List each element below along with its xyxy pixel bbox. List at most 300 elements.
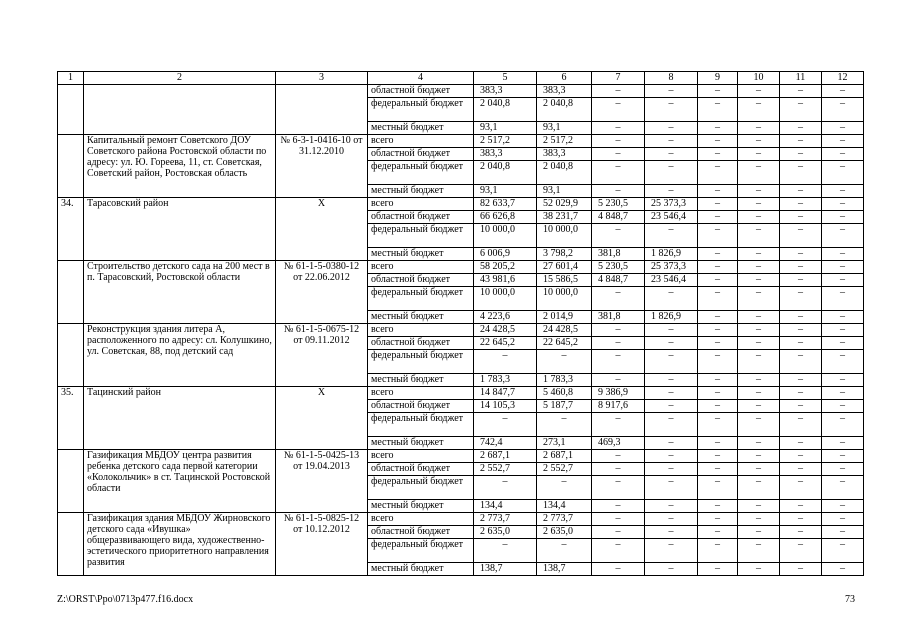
amount-cell: – <box>592 350 645 374</box>
amount-cell: – <box>592 526 645 539</box>
amount-cell: – <box>822 211 864 224</box>
amount-cell: – <box>822 261 864 274</box>
amount-cell: 5 230,5 <box>592 261 645 274</box>
amount-cell: 2 687,1 <box>474 450 537 463</box>
amount-cell: – <box>780 274 822 287</box>
amount-cell: – <box>698 274 738 287</box>
header-cell: 10 <box>738 72 780 85</box>
permit-number: № 61-1-5-0825-12 от 10.12.2012 <box>276 513 368 576</box>
funding-source: областной бюджет <box>368 463 474 476</box>
amount-cell: 2 040,8 <box>537 98 592 122</box>
header-cell: 4 <box>368 72 474 85</box>
amount-cell: – <box>645 324 698 337</box>
amount-cell: 469,3 <box>592 437 645 450</box>
amount-cell: 24 428,5 <box>474 324 537 337</box>
amount-cell: – <box>822 437 864 450</box>
amount-cell: – <box>822 476 864 500</box>
object-name: Тарасовский район <box>84 198 276 261</box>
amount-cell: 5 230,5 <box>592 198 645 211</box>
amount-cell: 24 428,5 <box>537 324 592 337</box>
amount-cell: – <box>822 387 864 400</box>
amount-cell: – <box>780 161 822 185</box>
amount-cell: 138,7 <box>474 563 537 576</box>
amount-cell: – <box>780 211 822 224</box>
amount-cell: – <box>645 337 698 350</box>
row-number <box>58 261 84 324</box>
amount-cell: – <box>698 261 738 274</box>
amount-cell: – <box>780 198 822 211</box>
funding-source: федеральный бюджет <box>368 224 474 248</box>
amount-cell: – <box>780 122 822 135</box>
amount-cell: 22 645,2 <box>474 337 537 350</box>
amount-cell: 2 773,7 <box>474 513 537 526</box>
amount-cell: – <box>592 513 645 526</box>
amount-cell: – <box>738 350 780 374</box>
header-cell: 1 <box>58 72 84 85</box>
amount-cell: – <box>474 476 537 500</box>
amount-cell: 93,1 <box>474 185 537 198</box>
funding-source: областной бюджет <box>368 148 474 161</box>
amount-cell: – <box>698 400 738 413</box>
header-cell: 12 <box>822 72 864 85</box>
row-number <box>58 513 84 576</box>
row-number <box>58 450 84 513</box>
header-cell: 8 <box>645 72 698 85</box>
amount-cell: 15 586,5 <box>537 274 592 287</box>
amount-cell: – <box>645 500 698 513</box>
amount-cell: – <box>645 135 698 148</box>
amount-cell: – <box>738 211 780 224</box>
amount-cell: 742,4 <box>474 437 537 450</box>
amount-cell: 10 000,0 <box>474 287 537 311</box>
object-name: Газификация МБДОУ центра развития ребенка детского сада первой категории «Колокольчик» в ст. Тацинской Ростовской области <box>84 450 276 513</box>
funding-source: местный бюджет <box>368 248 474 261</box>
amount-cell: 6 006,9 <box>474 248 537 261</box>
amount-cell: – <box>592 161 645 185</box>
amount-cell: – <box>698 198 738 211</box>
amount-cell: – <box>738 185 780 198</box>
funding-source: всего <box>368 387 474 400</box>
amount-cell: 25 373,3 <box>645 198 698 211</box>
object-name: Тацинский район <box>84 387 276 450</box>
amount-cell: – <box>645 148 698 161</box>
amount-cell: 93,1 <box>474 122 537 135</box>
amount-cell: – <box>822 500 864 513</box>
permit-number <box>276 85 368 135</box>
row-number <box>58 324 84 387</box>
funding-source: всего <box>368 135 474 148</box>
amount-cell: – <box>645 161 698 185</box>
amount-cell: – <box>592 539 645 563</box>
amount-cell: – <box>645 476 698 500</box>
amount-cell: 383,3 <box>474 85 537 98</box>
funding-source: областной бюджет <box>368 211 474 224</box>
amount-cell: – <box>738 476 780 500</box>
amount-cell: – <box>780 539 822 563</box>
amount-cell: – <box>698 500 738 513</box>
amount-cell: – <box>738 135 780 148</box>
amount-cell: – <box>645 463 698 476</box>
amount-cell: 2 635,0 <box>474 526 537 539</box>
amount-cell: – <box>698 413 738 437</box>
amount-cell: 381,8 <box>592 248 645 261</box>
funding-source: местный бюджет <box>368 374 474 387</box>
funding-source: всего <box>368 324 474 337</box>
amount-cell: 383,3 <box>474 148 537 161</box>
amount-cell: – <box>592 337 645 350</box>
funding-source: областной бюджет <box>368 337 474 350</box>
funding-source: федеральный бюджет <box>368 539 474 563</box>
amount-cell: 38 231,7 <box>537 211 592 224</box>
amount-cell: – <box>645 513 698 526</box>
amount-cell: 2 635,0 <box>537 526 592 539</box>
amount-cell: – <box>780 135 822 148</box>
amount-cell: – <box>780 248 822 261</box>
permit-number: № 61-1-5-0380-12 от 22.06.2012 <box>276 261 368 324</box>
amount-cell: – <box>738 563 780 576</box>
amount-cell: 1 783,3 <box>474 374 537 387</box>
amount-cell: – <box>780 185 822 198</box>
amount-cell: – <box>698 563 738 576</box>
amount-cell: – <box>698 350 738 374</box>
funding-source: местный бюджет <box>368 185 474 198</box>
amount-cell: – <box>645 350 698 374</box>
amount-cell: – <box>592 450 645 463</box>
amount-cell: – <box>822 98 864 122</box>
amount-cell: – <box>780 324 822 337</box>
amount-cell: – <box>592 476 645 500</box>
object-name: Строительство детского сада на 200 мест в п. Тарасовский, Ростовской области <box>84 261 276 324</box>
amount-cell: – <box>738 287 780 311</box>
funding-source: местный бюджет <box>368 563 474 576</box>
amount-cell: 2 040,8 <box>537 161 592 185</box>
amount-cell: – <box>780 224 822 248</box>
amount-cell: – <box>738 400 780 413</box>
amount-cell: – <box>738 500 780 513</box>
amount-cell: – <box>822 374 864 387</box>
amount-cell: – <box>537 350 592 374</box>
header-row <box>58 72 864 85</box>
amount-cell: – <box>698 387 738 400</box>
amount-cell: – <box>780 374 822 387</box>
amount-cell: – <box>592 563 645 576</box>
amount-cell: – <box>738 337 780 350</box>
amount-cell: – <box>780 437 822 450</box>
amount-cell: – <box>822 413 864 437</box>
amount-cell: – <box>645 287 698 311</box>
file-path: Z:\ORST\Ppo\0713p477.f16.docx <box>57 594 194 605</box>
amount-cell: – <box>738 161 780 185</box>
amount-cell: – <box>822 224 864 248</box>
amount-cell: 14 847,7 <box>474 387 537 400</box>
amount-cell: – <box>780 85 822 98</box>
amount-cell: – <box>592 500 645 513</box>
amount-cell: – <box>780 148 822 161</box>
amount-cell: – <box>698 476 738 500</box>
amount-cell: – <box>738 261 780 274</box>
header-cell: 7 <box>592 72 645 85</box>
amount-cell: – <box>780 400 822 413</box>
amount-cell: – <box>780 261 822 274</box>
header-cell: 11 <box>780 72 822 85</box>
funding-source: федеральный бюджет <box>368 476 474 500</box>
header-cell: 9 <box>698 72 738 85</box>
amount-cell: 4 223,6 <box>474 311 537 324</box>
table-row <box>58 450 864 463</box>
amount-cell: – <box>738 122 780 135</box>
row-number <box>58 135 84 198</box>
table-row <box>58 135 864 148</box>
header-cell: 2 <box>84 72 276 85</box>
page-number: 73 <box>845 594 855 605</box>
amount-cell: 52 029,9 <box>537 198 592 211</box>
amount-cell: – <box>822 324 864 337</box>
amount-cell: – <box>645 450 698 463</box>
object-name <box>84 85 276 135</box>
amount-cell: – <box>698 463 738 476</box>
amount-cell: – <box>698 224 738 248</box>
amount-cell: 2 040,8 <box>474 98 537 122</box>
permit-number: № 6-3-1-0416-10 от 31.12.2010 <box>276 135 368 198</box>
amount-cell: – <box>592 185 645 198</box>
amount-cell: – <box>780 311 822 324</box>
amount-cell: – <box>738 450 780 463</box>
amount-cell: 2 552,7 <box>474 463 537 476</box>
amount-cell: – <box>780 413 822 437</box>
amount-cell: – <box>698 161 738 185</box>
amount-cell: – <box>822 463 864 476</box>
amount-cell: – <box>780 337 822 350</box>
amount-cell: 2 014,9 <box>537 311 592 324</box>
amount-cell: – <box>592 374 645 387</box>
amount-cell: – <box>780 463 822 476</box>
funding-source: областной бюджет <box>368 274 474 287</box>
amount-cell: – <box>698 324 738 337</box>
amount-cell: – <box>738 274 780 287</box>
amount-cell: 2 040,8 <box>474 161 537 185</box>
funding-source: областной бюджет <box>368 85 474 98</box>
amount-cell: – <box>698 135 738 148</box>
table-row <box>58 261 864 274</box>
table-row <box>58 324 864 337</box>
amount-cell: – <box>698 248 738 261</box>
amount-cell: – <box>822 161 864 185</box>
amount-cell: 10 000,0 <box>474 224 537 248</box>
amount-cell: – <box>738 513 780 526</box>
amount-cell: – <box>780 513 822 526</box>
header-cell: 3 <box>276 72 368 85</box>
amount-cell: – <box>592 413 645 437</box>
amount-cell: – <box>592 85 645 98</box>
amount-cell: 3 798,2 <box>537 248 592 261</box>
amount-cell: – <box>780 450 822 463</box>
amount-cell: – <box>822 513 864 526</box>
amount-cell: – <box>738 248 780 261</box>
amount-cell: – <box>474 350 537 374</box>
amount-cell: 27 601,4 <box>537 261 592 274</box>
amount-cell: 5 460,8 <box>537 387 592 400</box>
amount-cell: 4 848,7 <box>592 211 645 224</box>
amount-cell: – <box>822 450 864 463</box>
amount-cell: – <box>822 400 864 413</box>
amount-cell: – <box>822 248 864 261</box>
amount-cell: – <box>780 500 822 513</box>
amount-cell: – <box>645 413 698 437</box>
object-name: Газификация здания МБДОУ Жирновского детского сада «Ивушка» общеразвивающего вида, художественно-эстетического приоритетного направления развития <box>84 513 276 576</box>
amount-cell: – <box>822 122 864 135</box>
amount-cell: – <box>645 437 698 450</box>
amount-cell: – <box>822 287 864 311</box>
amount-cell: – <box>822 85 864 98</box>
amount-cell: 383,3 <box>537 85 592 98</box>
amount-cell: – <box>645 539 698 563</box>
amount-cell: – <box>738 413 780 437</box>
amount-cell: 2 517,2 <box>537 135 592 148</box>
row-number: 35. <box>58 387 84 450</box>
funding-source: всего <box>368 198 474 211</box>
row-number: 34. <box>58 198 84 261</box>
object-name: Реконструкция здания литера А, расположенного по адресу: сл. Колушкино, ул. Советская, 88, под детский сад <box>84 324 276 387</box>
amount-cell: 134,4 <box>537 500 592 513</box>
amount-cell: 82 633,7 <box>474 198 537 211</box>
table-row <box>58 85 864 98</box>
amount-cell: – <box>822 198 864 211</box>
permit-number: Х <box>276 387 368 450</box>
amount-cell: – <box>592 324 645 337</box>
header-cell: 5 <box>474 72 537 85</box>
amount-cell: – <box>780 387 822 400</box>
table-row <box>58 198 864 211</box>
amount-cell: – <box>698 539 738 563</box>
amount-cell: 66 626,8 <box>474 211 537 224</box>
header-cell: 6 <box>537 72 592 85</box>
amount-cell: 8 917,6 <box>592 400 645 413</box>
amount-cell: – <box>698 185 738 198</box>
amount-cell: 1 783,3 <box>537 374 592 387</box>
amount-cell: – <box>780 350 822 374</box>
amount-cell: – <box>698 211 738 224</box>
amount-cell: 93,1 <box>537 185 592 198</box>
funding-source: местный бюджет <box>368 122 474 135</box>
amount-cell: – <box>698 526 738 539</box>
amount-cell: – <box>698 122 738 135</box>
funding-source: областной бюджет <box>368 526 474 539</box>
amount-cell: 25 373,3 <box>645 261 698 274</box>
amount-cell: – <box>645 526 698 539</box>
amount-cell: – <box>738 85 780 98</box>
amount-cell: – <box>822 337 864 350</box>
amount-cell: 273,1 <box>537 437 592 450</box>
amount-cell: – <box>698 450 738 463</box>
amount-cell: 10 000,0 <box>537 224 592 248</box>
amount-cell: – <box>822 148 864 161</box>
permit-number: № 61-1-5-0425-13 от 19.04.2013 <box>276 450 368 513</box>
amount-cell: 2 517,2 <box>474 135 537 148</box>
amount-cell: 134,4 <box>474 500 537 513</box>
amount-cell: – <box>780 98 822 122</box>
amount-cell: – <box>537 539 592 563</box>
amount-cell: – <box>592 287 645 311</box>
amount-cell: – <box>822 563 864 576</box>
table-row <box>58 387 864 400</box>
funding-source: областной бюджет <box>368 400 474 413</box>
table-row <box>58 513 864 526</box>
amount-cell: – <box>698 311 738 324</box>
amount-cell: – <box>474 413 537 437</box>
amount-cell: – <box>738 198 780 211</box>
amount-cell: 43 981,6 <box>474 274 537 287</box>
amount-cell: – <box>822 311 864 324</box>
amount-cell: 93,1 <box>537 122 592 135</box>
amount-cell: – <box>592 98 645 122</box>
funding-source: местный бюджет <box>368 437 474 450</box>
funding-source: местный бюджет <box>368 500 474 513</box>
amount-cell: – <box>738 526 780 539</box>
amount-cell: 381,8 <box>592 311 645 324</box>
amount-cell: 2 773,7 <box>537 513 592 526</box>
amount-cell: – <box>698 374 738 387</box>
amount-cell: – <box>738 324 780 337</box>
amount-cell: – <box>738 311 780 324</box>
amount-cell: – <box>645 400 698 413</box>
amount-cell: – <box>592 135 645 148</box>
amount-cell: – <box>698 287 738 311</box>
amount-cell: 9 386,9 <box>592 387 645 400</box>
funding-source: всего <box>368 513 474 526</box>
amount-cell: 1 826,9 <box>645 248 698 261</box>
amount-cell: 2 687,1 <box>537 450 592 463</box>
amount-cell: – <box>645 387 698 400</box>
amount-cell: – <box>645 224 698 248</box>
amount-cell: – <box>698 337 738 350</box>
amount-cell: 383,3 <box>537 148 592 161</box>
funding-source: местный бюджет <box>368 311 474 324</box>
amount-cell: – <box>822 526 864 539</box>
amount-cell: – <box>698 437 738 450</box>
amount-cell: 10 000,0 <box>537 287 592 311</box>
row-number <box>58 85 84 135</box>
amount-cell: – <box>645 563 698 576</box>
amount-cell: 2 552,7 <box>537 463 592 476</box>
funding-source: всего <box>368 450 474 463</box>
amount-cell: – <box>822 274 864 287</box>
amount-cell: – <box>780 526 822 539</box>
amount-cell: – <box>738 539 780 563</box>
amount-cell: 14 105,3 <box>474 400 537 413</box>
amount-cell: – <box>738 98 780 122</box>
funding-source: федеральный бюджет <box>368 98 474 122</box>
funding-source: всего <box>368 261 474 274</box>
amount-cell: – <box>592 122 645 135</box>
amount-cell: – <box>698 148 738 161</box>
amount-cell: 4 848,7 <box>592 274 645 287</box>
amount-cell: – <box>474 539 537 563</box>
amount-cell: 23 546,4 <box>645 274 698 287</box>
permit-number: № 61-1-5-0675-12 от 09.11.2012 <box>276 324 368 387</box>
amount-cell: – <box>698 98 738 122</box>
amount-cell: – <box>698 513 738 526</box>
budget-table <box>57 71 864 576</box>
amount-cell: 23 546,4 <box>645 211 698 224</box>
amount-cell: – <box>645 374 698 387</box>
amount-cell: – <box>822 539 864 563</box>
amount-cell: – <box>645 85 698 98</box>
amount-cell: – <box>738 437 780 450</box>
amount-cell: – <box>592 148 645 161</box>
amount-cell: – <box>780 476 822 500</box>
amount-cell: – <box>822 185 864 198</box>
funding-source: федеральный бюджет <box>368 287 474 311</box>
